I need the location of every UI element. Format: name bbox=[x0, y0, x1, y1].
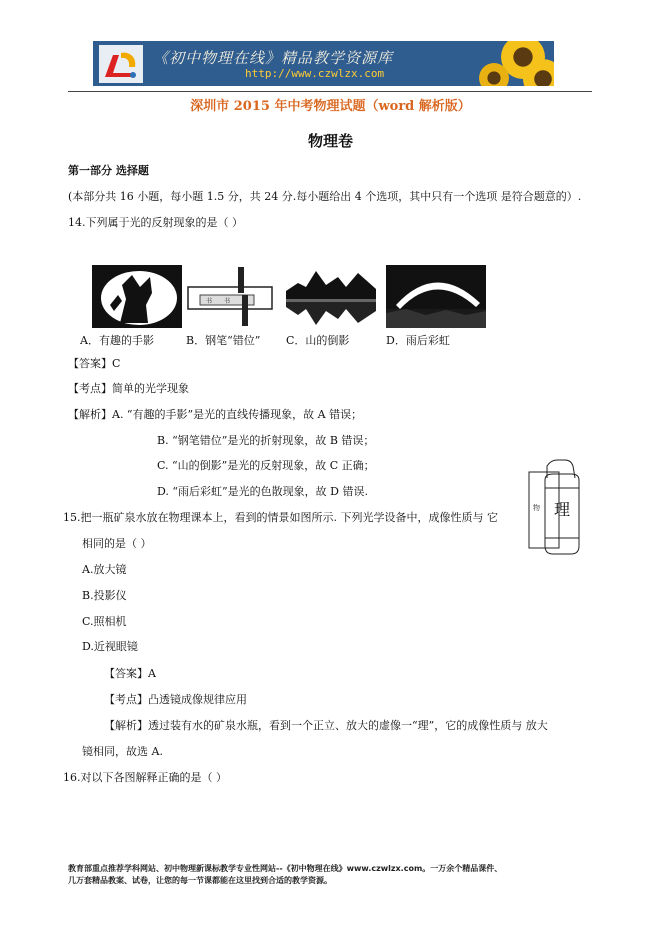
site-logo-icon bbox=[99, 45, 143, 83]
section-heading: 第一部分 选择题 bbox=[68, 164, 149, 177]
q14-analysis-c: C. “山的倒影”是光的反射现象，故 C 正确； bbox=[157, 459, 375, 472]
q14-analysis-a: 【解析】A. “有趣的手影”是光的直线传播现象，故 A 错误； bbox=[68, 408, 363, 421]
q15-option-a: A.放大镜 bbox=[82, 563, 127, 576]
header-rule bbox=[68, 91, 592, 92]
q15-point: 【考点】凸透镜成像规律应用 bbox=[104, 693, 247, 706]
paper-title: 物理卷 bbox=[307, 132, 353, 150]
doc-title: 深圳市 2015 年中考物理试题（word 解析版） bbox=[190, 99, 471, 114]
q14-answer: 【答案】C bbox=[68, 357, 121, 370]
q14-caption-a: A．有趣的手影 bbox=[80, 334, 154, 347]
header-banner bbox=[93, 41, 554, 86]
page-footer bbox=[68, 863, 502, 887]
banner-title: 《初中物理在线》精品教学资源库 bbox=[153, 49, 394, 67]
q15-analysis-line1: 【解析】透过装有水的矿泉水瓶，看到一个正立、放大的虚像一“理”，它的成像性质与 放大 bbox=[104, 719, 548, 732]
q15-bottle-figure bbox=[527, 458, 587, 558]
q14-image-b-pen-in-water bbox=[186, 265, 276, 328]
q14-image-d-rainbow bbox=[386, 265, 486, 328]
section-note: (本部分共 16 小题，每小题 1.5 分，共 24 分.每小题给出 4 个选项，其中只有一个选项 是符合题意的）. bbox=[68, 190, 582, 203]
bottle-side-text: 物 bbox=[533, 504, 540, 512]
q16-question: 16.对以下各图解释正确的是（ ） bbox=[63, 771, 227, 784]
q15-answer: 【答案】A bbox=[104, 667, 156, 680]
bottle-magnified-text: 理 bbox=[554, 500, 571, 519]
q14-caption-c: C．山的倒影 bbox=[286, 334, 350, 347]
q14-analysis-d: D. “雨后彩虹”是光的色散现象，故 D 错误. bbox=[157, 485, 368, 498]
q15-question-line1: 15.把一瓶矿泉水放在物理课本上，看到的情景如图所示. 下列光学设备中，成像性质与 它 bbox=[63, 511, 498, 524]
q14-caption-b: B．钢笔“错位” bbox=[186, 334, 261, 347]
q14-point: 【考点】简单的光学现象 bbox=[68, 382, 189, 395]
footer-line2: 几万套精品教案、试卷，让您的每一节课都能在这里找到合适的教学资源。 bbox=[68, 876, 332, 885]
svg-text:书: 书 bbox=[206, 298, 213, 305]
q15-option-d: D.近视眼镜 bbox=[82, 640, 138, 653]
banner-url: http://www.czwlzx.com bbox=[245, 67, 385, 80]
q15-analysis-line2: 镜相同，故选 A. bbox=[82, 745, 163, 758]
q14-caption-d: D．雨后彩虹 bbox=[386, 334, 450, 347]
q14-image-c-mountain-reflection bbox=[286, 265, 376, 328]
q15-option-b: B.投影仪 bbox=[82, 589, 127, 602]
q14-image-a-hand-shadow bbox=[92, 265, 182, 328]
svg-text:书: 书 bbox=[224, 298, 231, 305]
q15-question-line2: 相同的是（ ） bbox=[82, 537, 152, 550]
footer-line1: 教育部重点推荐学科网站、初中物理新课标教学专业性网站--《初中物理在线》www.czwlzx.com。一万余个精品课件、 bbox=[68, 864, 503, 873]
q14-analysis-b: B. “钢笔错位”是光的折射现象，故 B 错误； bbox=[157, 434, 375, 447]
q15-option-c: C.照相机 bbox=[82, 615, 127, 628]
q14-question: 14.下列属于光的反射现象的是（ ） bbox=[68, 216, 243, 229]
